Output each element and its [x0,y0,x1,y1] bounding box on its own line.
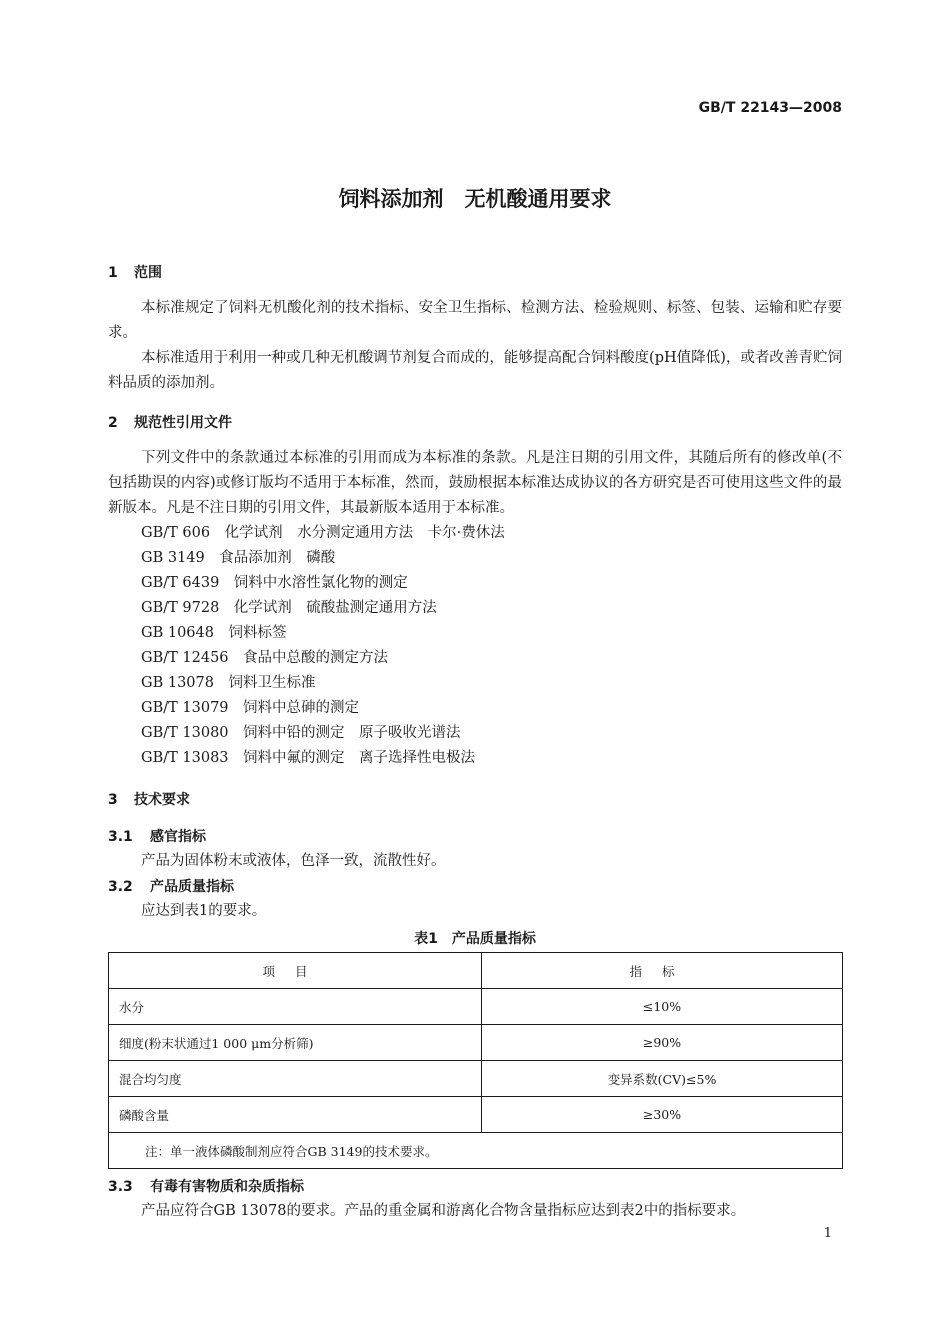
quality-index-table [108,952,843,1169]
table-cell-item: 细度(粉末状通过1 000 μm分析筛) [109,1025,482,1061]
subsection-3-1-text: 产品为固体粉末或液体，色泽一致，流散性好。 [141,853,446,869]
table-note-row [109,1133,843,1169]
section-3-heading [108,789,190,809]
table-cell-item: 混合均匀度 [109,1061,482,1097]
table-cell-value: ≤10% [482,989,843,1025]
section-number: 3 [108,792,118,808]
subsection-3-3-text: 产品应符合GB 13078的要求。产品的重金属和游离化合物含量指标应达到表2中的指标要求。 [141,1203,746,1219]
section-1-heading [108,262,162,282]
table-row [109,1097,843,1133]
reference-item: GB/T 9728 化学试剂 硫酸盐测定通用方法 [141,600,437,616]
reference-item: GB 10648 饲料标签 [141,625,287,641]
subsection-3-2-heading [108,876,234,896]
section-2-paragraph: 下列文件中的条款通过本标准的引用而成为本标准的条款。凡是注日期的引用文件，其随后所有的修改单(不包括勘误的内容)或修订版均不适用于本标准，然而，鼓励根据本标准达成协议的各方研究是否可使用这些文件的最新版本。凡是不注日期的引用文件，其最新版本适用于本标准。 [108,450,842,516]
section-number: 2 [108,415,118,431]
table-cell-item: 水分 [109,989,482,1025]
table-row [109,1025,843,1061]
subsection-3-3-heading [108,1176,304,1196]
reference-item: GB/T 13080 饲料中铅的测定 原子吸收光谱法 [141,725,461,741]
table-row [109,989,843,1025]
section-title: 范围 [134,265,162,281]
table-note: 注：单一液体磷酸制剂应符合GB 3149的技术要求。 [109,1133,843,1169]
subsection-number: 3.1 [108,829,133,845]
table-cell-value: ≥30% [482,1097,843,1133]
subsection-number: 3.2 [108,879,133,895]
table-header-index: 指标 [482,953,843,989]
section-1-paragraph-1: 本标准规定了饲料无机酸化剂的技术指标、安全卫生指标、检测方法、检验规则、标签、包装、运输和贮存要求。 [108,300,842,341]
table-cell-value: ≥90% [482,1025,843,1061]
section-2-heading [108,412,232,432]
section-number: 1 [108,265,118,281]
subsection-title: 产品质量指标 [150,879,234,895]
reference-item: GB/T 6439 饲料中水溶性氯化物的测定 [141,575,408,591]
page-number: 1 [823,1226,832,1241]
subsection-number: 3.3 [108,1179,133,1195]
document-title: 饲料添加剂 无机酸通用要求 [338,187,612,211]
table-row [109,1061,843,1097]
table-cell-item: 磷酸含量 [109,1097,482,1133]
table-header-row [109,953,843,989]
subsection-title: 感官指标 [150,829,206,845]
subsection-3-2-text: 应达到表1的要求。 [141,903,267,919]
section-title: 规范性引用文件 [134,415,232,431]
section-title: 技术要求 [134,792,190,808]
reference-item: GB 13078 饲料卫生标准 [141,675,316,691]
reference-item: GB/T 13079 饲料中总砷的测定 [141,700,360,716]
subsection-title: 有毒有害物质和杂质指标 [150,1179,304,1195]
reference-item: GB/T 606 化学试剂 水分测定通用方法 卡尔·费休法 [141,525,505,541]
table-header-item: 项目 [109,953,482,989]
section-1-paragraph-2: 本标准适用于利用一种或几种无机酸调节剂复合而成的，能够提高配合饲料酸度(pH值降低)，或者改善青贮饲料品质的添加剂。 [108,350,842,391]
reference-item: GB/T 12456 食品中总酸的测定方法 [141,650,389,666]
standard-code: GB/T 22143—2008 [698,100,842,116]
reference-item: GB 3149 食品添加剂 磷酸 [141,550,336,566]
table-cell-value: 变异系数(CV)≤5% [482,1061,843,1097]
subsection-3-1-heading [108,826,206,846]
table-1-title: 表1 产品质量指标 [414,931,536,947]
reference-item: GB/T 13083 饲料中氟的测定 离子选择性电极法 [141,750,476,766]
